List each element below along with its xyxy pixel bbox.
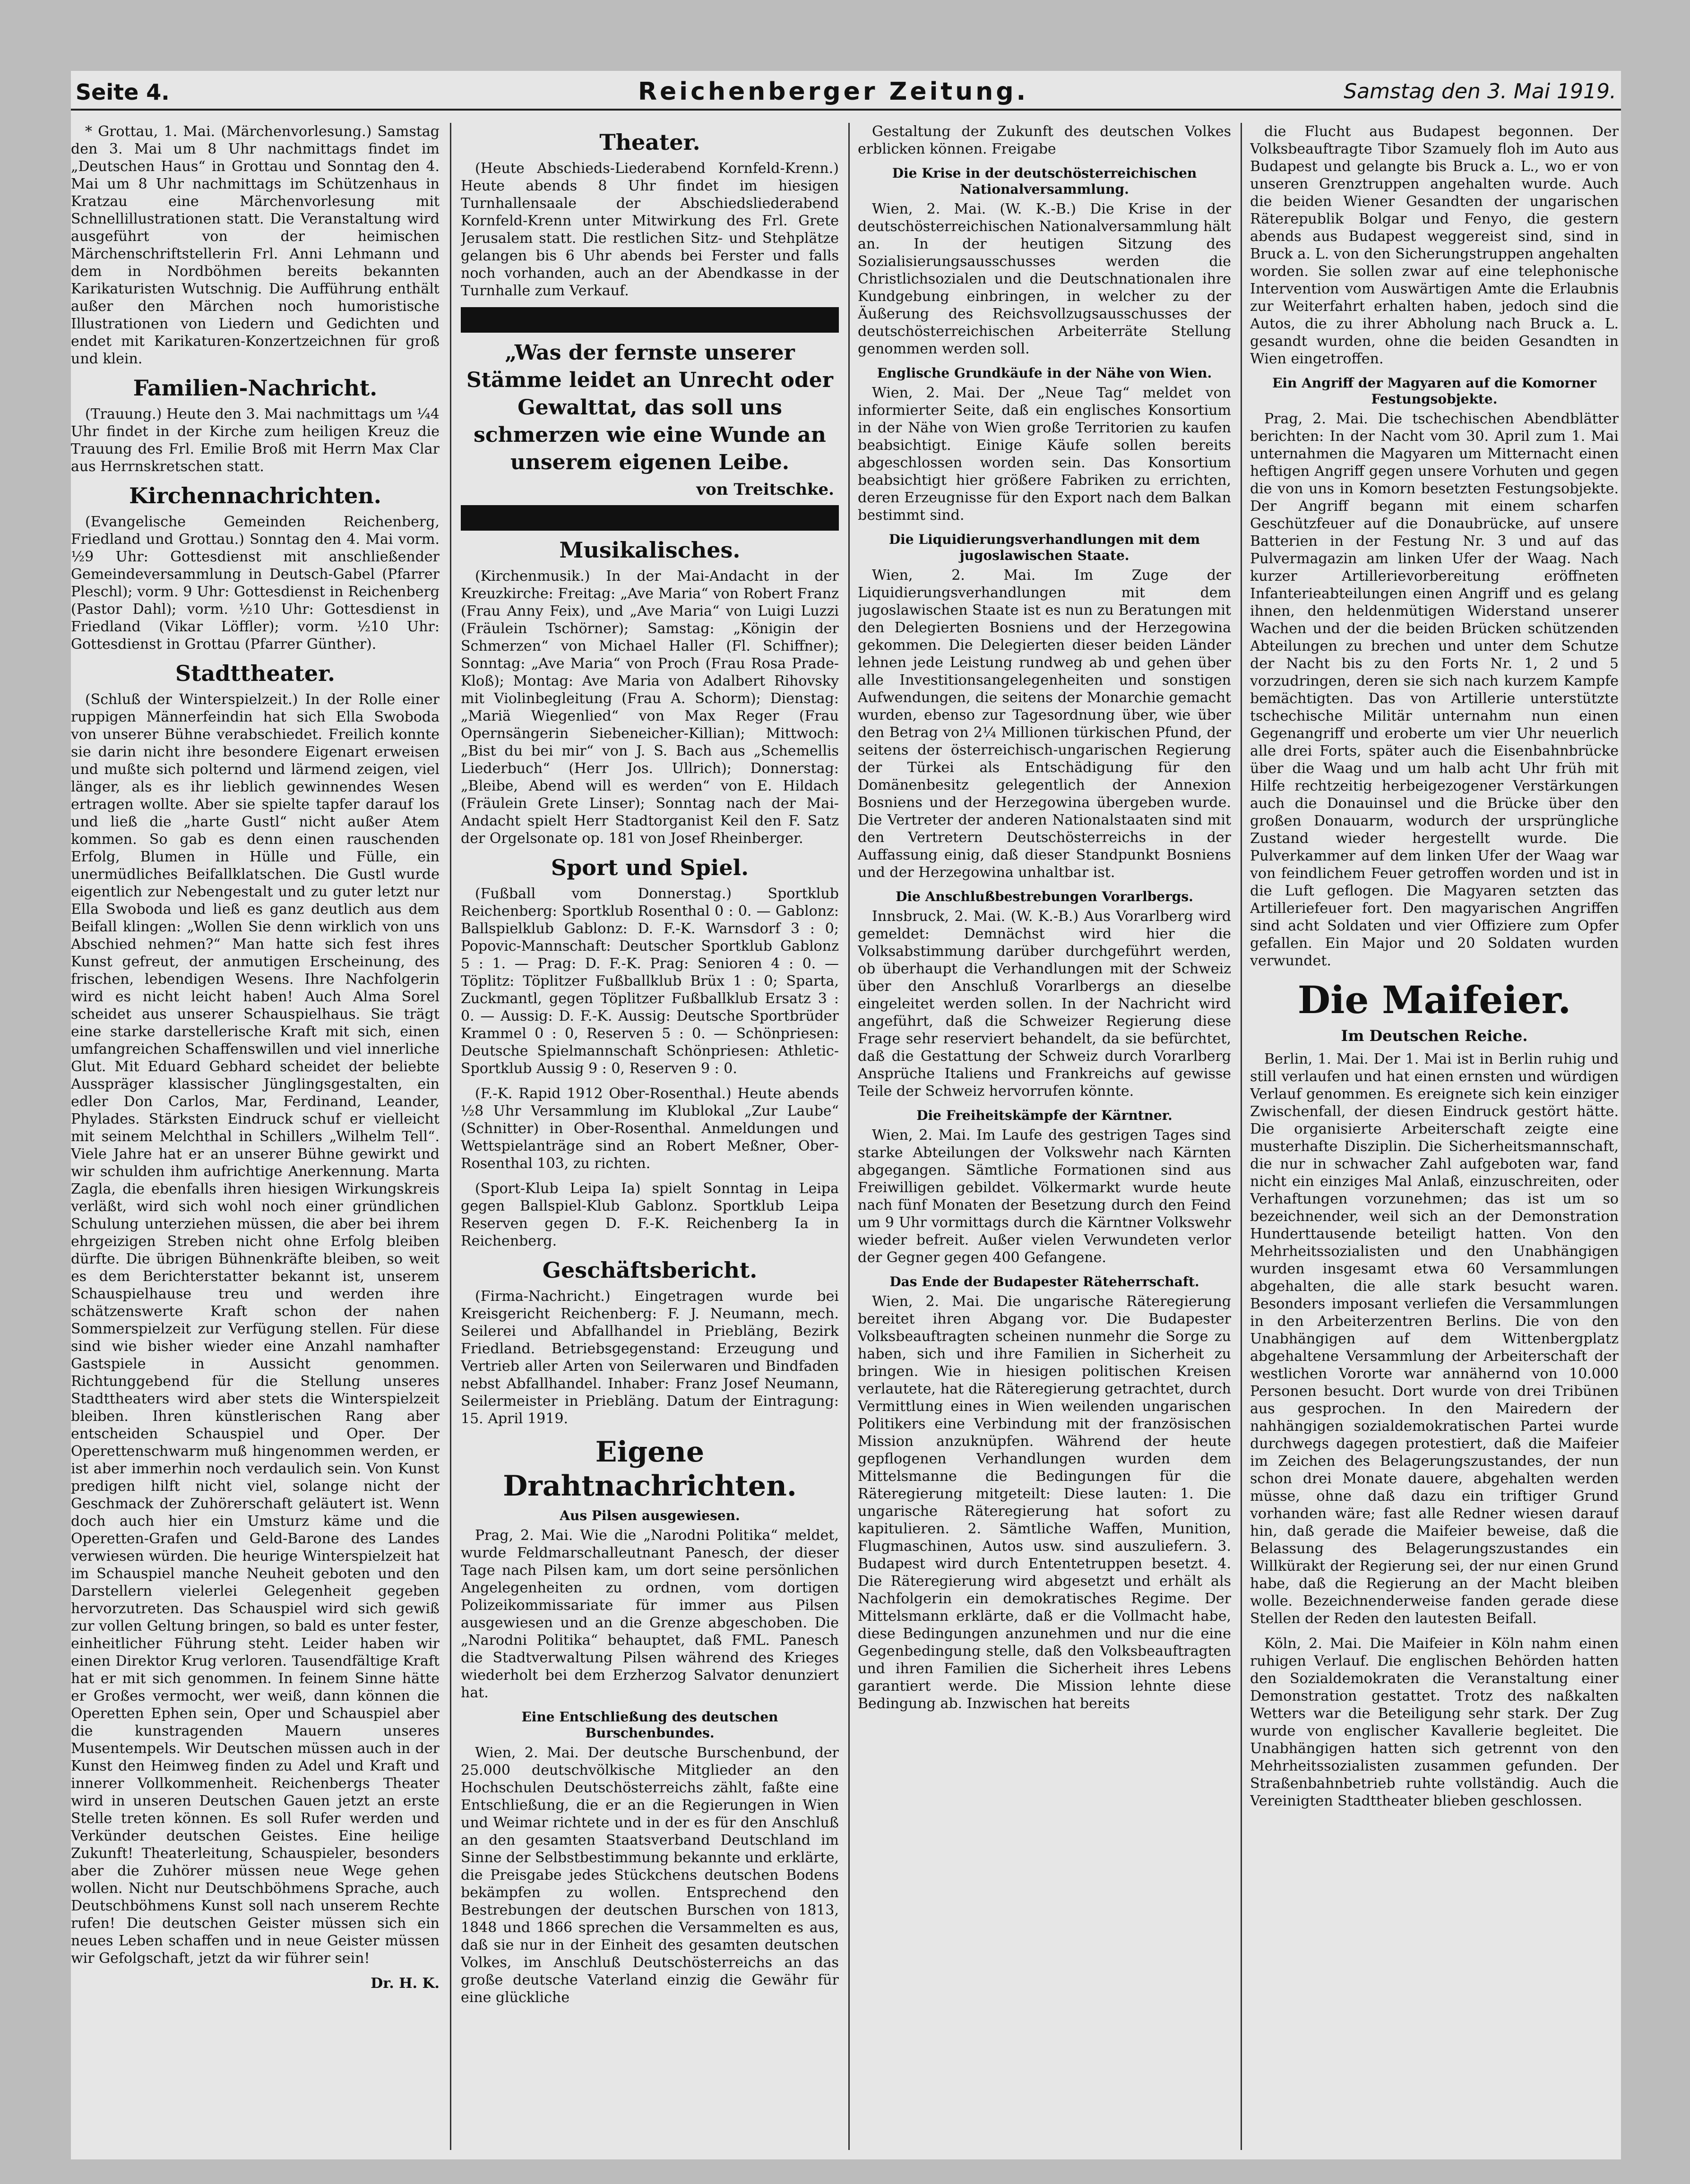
article-berlin: Berlin, 1. Mai. Der 1. Mai ist in Berlin ruhig und still verlaufen und hat einen ernsten und würdigen Verlauf genommen. Es ereignete sich kein einziger Zwischenfall, der diesen Eindruck gestört hätte. Die organisierte Arbeiterschaft zeigte eine musterhafte Disziplin. Die Sicherheitsmannschaft, die nur in schwacher Zahl aufgeboten war, fand nicht ein einziges Mal Anlaß, einzuschreiten, oder Verhaftungen vorzunehmen; das ist um so bezeichnender, weil sich an der Demonstration Hunderttausende beteiligt hatten. Von den Mehrheitssozialisten und den Unabhängigen wurden insgesamt etwa 60 Versammlungen abgehalten, die alle stark besucht waren. Besonders imposant verliefen die Versammlungen in den Arbeiterzentren Berlins. Die von den Unabhängigen auf dem Wittenbergplatz abgehaltene Versammlung der Arbeiterschaft der westlichen Vororte war annähernd von 10.000 Personen besucht. Dort wurde von drei Tribünen aus gesprochen. In den Mairedern der nahhängigen sozialdemokratischen Partei wurde durchwegs dagegen protestiert, daß die Maifeier im Zeichen des Belagerungszustandes, der nun schon drei Monate dauere, abgehalten werden müsse, ohne daß dazu ein triftiger Grund vorhanden wäre; fast alle Redner wiesen darauf hin, daß gerade die Maifeier beweise, daß die Belassung des Belagerungszustandes ein Willkürakt der Regierung sei, der nur einen Grund habe, daß die Regierung an der Macht bleiben wolle. Bezeichnenderweise fanden gerade diese Stellen der Reden den lautesten Beifall. bbox=[1250, 1051, 1619, 1627]
black-bar-bottom bbox=[461, 505, 839, 531]
heading-maifeier: Die Maifeier. bbox=[1297, 978, 1571, 1022]
article-pilsen: Prag, 2. Mai. Wie die „Narodni Politika“ meldet, wurde Feldmarschalleutnant Panesch, der dieser Tage nach Pilsen kam, um dort seine persönlichen Angelegenheiten zu ordnen, vom dortigen Polizeikommissariate für immer aus Pilsen ausgewiesen und an die Grenze abgeschoben. Die „Narodni Politika“ behauptet, daß FML. Panesch die Stadtverwaltung Pilsen während des Krieges wiederholt bei dem Erzherzog Salvator denunziert hat. bbox=[461, 1527, 839, 1701]
issue-date: Samstag den 3. Mai 1919. bbox=[1344, 79, 1616, 103]
article-firma: (Firma-Nachricht.) Eingetragen wurde bei Kreisgericht Reichenberg: F. J. Neumann, mech. Seilerei und Abfallhandel in Priebläng, Bezirk Friedland. Betriebsgegenstand: Erzeugung und Vertrieb aller Arten von Seilerwaren und Bindfaden nebst Abfallhandel. Inhaber: Franz Josef Neumann, Seilermeister in Priebläng. Datum der Eintragung: 15. April 1919. bbox=[461, 1288, 839, 1427]
subheading-grundkaeufe: Englische Grundkäufe in der Nähe von Wien. bbox=[877, 365, 1212, 381]
article-komorn: Prag, 2. Mai. Die tschechischen Abendblätter berichten: In der Nacht vom 30. April zum 1. Mai unternahmen die Magyaren um Mitternacht einen heftigen Angriff gegen unsere Vorhuten und gegen die von uns in Komorn besetzten Festungsobjekte. Der Angriff begann mit einem scharfen Geschützfeuer auf die Donaubrücke, auf unsere Batterien in der Festung Nr. 3 und auf das Pulvermagazin am linken Ufer der Waag. Nach kurzer Artillerievorbereitung eröffneten Infanterieabteilungen einen Angriff und es gelang ihnen, den heldenmütigen Widerstand unserer Wachen und der die beiden Brücken schützenden Abteilungen zu brechen und unter dem Schutze der Nacht bis zu den Forts Nr. 1, 2 und 5 vorzudringen, deren sie sich nach kurzem Kampfe bemächtigten. Das von Artillerie unterstützte tschechische Militär unternahm nun einen Gegenangriff und eroberte um vier Uhr neuerlich alle drei Forts, später auch die Eisenbahnbrücke über die Waag und um halb acht Uhr früh mit Hilfe rechtzeitig herbeigezogener Verstärkungen auch die Donauinsel und die Brücke über den großen Donauarm, wodurch der ursprüngliche Zustand wieder hergestellt wurde. Die Pulverkammer auf dem linken Ufer der Waag war von feindlichem Feuer getroffen worden und ist in die Luft geflogen. Die Magyaren setzten das Artilleriefeuer fort. Den magyarischen Angriffen sind acht Soldaten und vier Offiziere zum Opfer gefallen. Ein Major und 20 Soldaten wurden verwundet. bbox=[1250, 411, 1619, 969]
heading-familien-nachricht: Familien-Nachricht. bbox=[133, 375, 378, 401]
column-4 bbox=[1250, 123, 1619, 2150]
article-budapest: Wien, 2. Mai. Die ungarische Räteregierung bereitet ihren Abgang vor. Die Budapester Volksbeauftragten scheinen nunmehr die Sorge zu haben, sich und ihre Familien in Sicherheit zu bringen. Wie in hiesigen politischen Kreisen verlautete, hat die Räteregierung getrachtet, durch Vermittlung eines in Wien weilenden ungarischen Politikers eine Verbindung mit der französischen Mission anzuknüpfen. Während der heute gepflogenen Verhandlungen wurden dem Mittelsmanne die Bedingungen für die Räteregierung mitgeteilt: Diese lauten: 1. Die ungarische Räteregierung hat sofort zu kapitulieren. 2. Sämtliche Waffen, Munition, Flugmaschinen, Autos usw. sind auszuliefern. 3. Budapest wird durch Ententetruppen besetzt. 4. Die Räteregierung wird abgesetzt und erhält als Nachfolgerin ein demokratisches Regime. Der Mittelsmann erklärte, daß er die Vollmacht habe, diese Bedingungen anzunehmen und nur die eine Gegenbedingung stelle, daß den Volksbeauftragten und ihren Familien die Sicherheit ihres Lebens garantiert werde. Die Mission lehnte diese Bedingung ab. Inzwischen hat bereits bbox=[858, 1293, 1231, 1712]
quote-author: von Treitschke. bbox=[696, 480, 834, 499]
heading-drahtnachrichten: Eigene Drahtnachrichten. bbox=[503, 1436, 797, 1503]
heading-kirchennachrichten: Kirchennachrichten. bbox=[129, 483, 381, 508]
heading-musikalisches: Musikalisches. bbox=[559, 537, 741, 563]
subheading-pilsen: Aus Pilsen ausgewiesen. bbox=[560, 1508, 740, 1523]
article-signature: Dr. H. K. bbox=[371, 1975, 440, 1992]
column-2 bbox=[461, 123, 839, 2150]
article-stadttheater: (Schluß der Winterspielzeit.) In der Rolle einer ruppigen Männerfeindin hat sich Ella Swoboda von unserer Bühne verabschiedet. Freilich konnte sie darin nicht ihre besondere Eigenart erweisen und mußte sich polternd und lärmend zeigen, viel länger, als es ihr lieblich gewinnendes Wesen ertragen wollte. Aber sie spielte tapfer darauf los und ließ die „harte Gustl“ nicht außer Atem kommen. So gab es denn einen rauschenden Erfolg, Blumen in Hülle und Fülle, ein unermüdliches Beifallklatschen. Die Gustl wurde eigentlich zur Nebengestalt und zu guter letzt nur Ella Swoboda und ließ es ganz deutlich aus dem Beifall klingen: „Wollen Sie denn wirklich von uns Abschied nehmen?“ Man hatte sich fest ihres Kunst gefreut, der anmutigen Erscheinung, des frischen, lebendigen Wesens. Ihre Nachfolgerin wird es nicht leicht haben! Auch Alma Sorel scheidet aus unserer Schauspielhaus. Sie trägt eine starke darstellerische Kraft mit sich, einen umfangreichen Schaffenswillen und viel innerliche Glut. Mit Eduard Gebhard scheidet der beliebte Ausspräger klassischer Jünglingsgestalten, ein edler Don Carlos, Mar, Ferdinand, Leander, Phylades. Stärksten Eindruck schuf er vielleicht mit seinem Melchthal in Schillers „Wilhelm Tell“. Viele Jahre hat er an unserer Bühne gewirkt und wir schulden ihm aufrichtige Anerkennung. Marta Zagla, die ebenfalls ihren hiesigen Wirkungskreis verläßt, wird sich wohl noch einer gründlichen Schulung unterziehen müssen, die aber bei ihrem ehrgeizigen Streben nicht ohne Erfolg bleiben dürfte. Die übrigen Bühnenkräfte bleiben, so weit es dem Berichterstatter bekannt ist, unserem Schauspielhause treu und werden ihre schätzenswerte Kraft schon der nahen Sommerspielzeit zur Verfügung stellen. Für diese sind wie bisher wieder eine Anzahl namhafter Gastspiele in Aussicht genommen. Richtunggebend für die Stellung unseres Stadttheaters wird aber stets die Winterspielzeit bleiben. Ihren künstlerischen Rang aber entscheiden Schauspiel und Oper. Der Operettenschwarm muß hingenommen werden, er ist aber immerhin noch verdaulich sein. Von Kunst predigen hilft nicht viel, solange nicht der Geschmack der Zuhörerschaft geläutert ist. Wenn doch auch hier ein Umsturz käme und die Operetten-Grafen und Geld-Barone des Landes verwiesen würden. Die heurige Winterspielzeit hat im Schauspiel manche Neuheit geboten und den Darstellern vielerlei Gelegenheit gegeben hervorzutreten. Das Schauspiel wird sich gewiß zur vollen Geltung bringen, so bald es unter fester, einheitlicher Führung steht. Leider haben wir einen Direktor Krug verloren. Tausendfältige Kraft hat er mit sich genommen. In feinem Sinne hätte er Großes vermocht, wer weiß, dann können die Operetten Ephen sein, Oper und Schauspiel aber die kunstragenden Mauern unseres Musentempels. Wir Deutschen müssen auch in der Kunst den Heimweg finden zu Adel und Kraft und innerer Vollkommenheit. Reichenbergs Theater wird in unseren Deutschen Gauen jetzt an erste Stelle treten können. Es soll Rufer werden und Verkünder deutschen Geistes. Eine heilige Zukunft! Theaterleitung, Schauspieler, besonders aber die Zuhörer müssen neue Wege gehen wollen. Nicht nur Deutschböhmens Sprache, auch Deutschböhmens Kunst soll nach unserem Rechte rufen! Die deutschen Geister müssen sich ein neues Leben schaffen und in neue Geister müssen wir Gefolgschaft, jetzt da wir führer sein! bbox=[71, 691, 440, 1967]
article-leipa: (Sport-Klub Leipa Ia) spielt Sonntag in Leipa gegen Ballspiel-Klub Gablonz. Sportklub Leipa Reserven gegen D. F.-K. Reichenberg Ia in Reichenberg. bbox=[461, 1180, 839, 1249]
black-bar-top bbox=[461, 307, 839, 333]
article-continuation: Gestaltung der Zukunft des deutschen Volkes erblicken können. Freigabe bbox=[858, 123, 1231, 157]
article-rapid: (F.-K. Rapid 1912 Ober-Rosenthal.) Heute abends ½8 Uhr Versammlung im Klublokal „Zur Laube“ (Schnitter) in Ober-Rosenthal. Anmeldungen und Wettspielanträge sind an Robert Meßner, Ober-Rosenthal 103, zu richten. bbox=[461, 1085, 839, 1172]
column-1 bbox=[71, 123, 440, 2150]
subheading-deutsches-reich: Im Deutschen Reiche. bbox=[1341, 1027, 1528, 1045]
subheading-komorn: Ein Angriff der Magyaren auf die Komorner Festungsobjekte. bbox=[1272, 375, 1596, 407]
article-kirchen: (Evangelische Gemeinden Reichenberg, Friedland und Grottau.) Sonntag den 4. Mai vorm. ½9 Uhr: Gottesdienst mit anschließender Gemeindeversammlung in Deutsch-Gabel (Pfarrer Pleschl); vorm. 9 Uhr: Gottesdienst in Reichenberg (Pastor Dahl); vorm. ½10 Uhr: Gottesdienst in Friedland (Vikar Löffler); vorm. ½10 Uhr: Gottesdienst in Grottau (Pfarrer Günther). bbox=[71, 514, 440, 653]
treitschke-quote: „Was der fernste unserer Stämme leidet an Unrecht oder Gewalttat, das soll uns schmerzen wie eine Wunde an unserem eigenen Leibe. bbox=[466, 341, 833, 474]
subheading-vorarlberg: Die Anschlußbestrebungen Vorarlbergs. bbox=[896, 889, 1193, 904]
heading-sport-und-spiel: Sport und Spiel. bbox=[551, 855, 749, 880]
heading-theater: Theater. bbox=[599, 129, 700, 155]
article-grundkaeufe: Wien, 2. Mai. Der „Neue Tag“ meldet von informierter Seite, daß ein englisches Konsortium in der Nähe von Wien große Territorien zu kaufen beabsichtigt. Einige Käufe sollen bereits abgeschlossen worden sein. Das Konsortium beabsichtigt hier größere Fabriken zu errichten, deren Erzeugnisse für den Export nach dem Balkan bestimmt sind. bbox=[858, 385, 1231, 524]
column-rule bbox=[450, 123, 451, 2150]
article-trauung: (Trauung.) Heute den 3. Mai nachmittags um ¼4 Uhr findet in der Kirche zum heiligen Kreuz die Trauung des Frl. Emilie Broß mit Herrn Max Clar aus Herrnskretschen statt. bbox=[71, 406, 440, 475]
article-burschenbund: Wien, 2. Mai. Der deutsche Burschenbund, der 25.000 deutschvölkische Mitglieder an den Hochschulen Deutschösterreichs zählt, faßte eine Entschließung, die er an die Regierungen in Wien und Weimar richtete und in der es für den Anschluß an den gesamten Staatsverband Deutschland im Sinne der Selbstbestimmung bekannte und erklärte, die Preisgabe jedes Stückchens deutschen Bodens bekämpfen zu wollen. Entsprechend den Bestrebungen der deutschen Burschen von 1813, 1848 und 1866 sprechen die Versammelten es aus, daß sie nur in der Einheit des gesamten deutschen Volkes, im Anschluß Deutschösterreichs an das große deutsche Vaterland einzig die Gewähr für eine glückliche bbox=[461, 1745, 839, 2006]
column-rule bbox=[848, 123, 850, 2150]
article-liquidierung: Wien, 2. Mai. Im Zuge der Liquidierungsverhandlungen mit dem jugoslawischen Staate ist es nun zu Beratungen mit den Delegierten Bosniens und der Herzegowina gekommen. Die Delegierten dieser beiden Länder lehnen jede Leistung rundweg ab und gehen über alle Investitionsangelegenheiten und sonstigen Aufwendungen, die seitens der Monarchie gemacht wurden, ebenso zur Tagesordnung über, wie über den Betrag von 2¼ Millionen türkischen Pfund, der seitens der österreichisch-ungarischen Regierung der Türkei als Entschädigung für den Domänenbesitz gelegentlich der Annexion Bosniens und der Herzegowina übergeben wurde. Die Vertreter der anderen Nationalstaaten sind mit den Vertretern Deutschösterreichs in der Auffassung einig, daß dieser Standpunkt Bosniens und der Herzegowina unhaltbar ist. bbox=[858, 567, 1231, 881]
page-number: Seite 4. bbox=[76, 79, 170, 105]
article-maerchenvorlesung: * Grottau, 1. Mai. (Märchenvorlesung.) Samstag den 3. Mai um 8 Uhr nachmittags findet im „Deutschen Haus“ in Grottau und Sonntag den 4. Mai um 8 Uhr nachmittags im Schützenhaus in Kratzau eine Märchenvorlesung mit Schnellillustrationen statt. Die Veranstaltung wird ausgeführt von der heimischen Märchenschriftstellerin Frl. Anni Lehmann und dem in Nordböhmen bereits bekannten Karikaturisten Wutschnig. Die Aufführung enthält außer den Märchen noch humoristische Illustrationen von Liedern und Gedichten und endet mit Karikaturen-Konzertzeichnen für groß und klein. bbox=[71, 123, 440, 367]
newspaper-page bbox=[71, 71, 1621, 2159]
article-vorarlberg: Innsbruck, 2. Mai. (W. K.-B.) Aus Vorarlberg wird gemeldet: Demnächst wird hier die Volksabstimmung darüber durchgeführt werden, ob überhaupt die Verhandlungen mit der Schweiz über den Anschluß Vorarlbergs an dieselbe eingeleitet werden sollen. In der Nachricht wird angeführt, daß die Schweizer Regierung diese Frage sehr reserviert behandelt, da sie befürchtet, daß die Gestattung der Schweiz durch Vorarlberg Ansprüche Italiens und Frankreichs auf gewisse Teile der Schweiz hervorrufen könnte. bbox=[858, 908, 1231, 1100]
heading-geschaeftsbericht: Geschäftsbericht. bbox=[542, 1257, 758, 1283]
article-continuation: die Flucht aus Budapest begonnen. Der Volksbeauftragte Tibor Szamuely floh im Auto aus Budapest und gelangte bis Bruck a. L., wo er von unseren Grenztruppen angehalten wurde. Auch die beiden Wiener Gesandten der ungarischen Räterepublik Bolgar und Fenyo, die gestern abends aus Budapest weggereist sind, sind in Bruck a. L. von den Sicherungstruppen angehalten worden. Sie sollen zwar auf eine telephonische Intervention vom Auswärtigen Amte die Erlaubnis zur Weiterfahrt erhalten haben, jedoch sind die Autos, die zu ihrer Abholung nach Bruck a. L. gesandt wurden, ohne die beiden Gesandten in Wien eingetroffen. bbox=[1250, 123, 1619, 367]
article-theater: (Heute Abschieds-Liederabend Kornfeld-Krenn.) Heute abends 8 Uhr findet im hiesigen Turnhallensaale der Abschiedsliederabend Kornfeld-Krenn unter Mitwirkung des Frl. Grete Jerusalem statt. Die restlichen Sitz- und Stehplätze gelangen bis 6 Uhr abends bei Ferster und falls noch vorhanden, auch an der Abendkasse in der Turnhalle zum Verkauf. bbox=[461, 160, 839, 299]
article-fussball: (Fußball vom Donnerstag.) Sportklub Reichenberg: Sportklub Rosenthal 0 : 0. — Gablonz: Ballspielklub Gablonz: D. F.-K. Warnsdorf 3 : 0; Popovic-Mannschaft: Deutscher Sportklub Gablonz 5 : 1. — Prag: D. F.-K. Prag: Senioren 4 : 0. — Töplitz: Töplitzer Fußballklub Brüx 1 : 0; Sparta, Zuckmantl, gegen Töplitzer Fußballklub Ersatz 3 : 0. — Aussig: D. F.-K. Aussig: Deutsche Sportbrüder Krammel 0 : 0, Reserven 5 : 0. — Schönpriesen: Deutsche Spielmannschaft Schönpriesen: Athletic-Sportklub Aussig 9 : 0, Reserven 9 : 0. bbox=[461, 886, 839, 1077]
article-kaernten: Wien, 2. Mai. Im Laufe des gestrigen Tages sind starke Abteilungen der Volkswehr nach Kärnten abgegangen. Sämtliche Formationen sind aus Freiwilligen gebildet. Völkermarkt wurde heute nach fünf Monaten der Besetzung durch den Feind um 9 Uhr vormittags durch die Kärntner Volkswehr wieder befreit. Außer vielen Verwundeten verlor der Gegner gegen 400 Gefangene. bbox=[858, 1127, 1231, 1266]
subheading-budapest: Das Ende der Budapester Räteherrschaft. bbox=[889, 1274, 1199, 1290]
subheading-liquidierung: Die Liquidierungsverhandlungen mit dem jugoslawischen Staate. bbox=[888, 532, 1200, 563]
column-rule bbox=[1241, 123, 1242, 2150]
subheading-kaernten: Die Freiheitskämpfe der Kärntner. bbox=[916, 1108, 1173, 1123]
newspaper-title: Reichenberger Zeitung. bbox=[638, 77, 1029, 106]
subheading-burschenbund: Eine Entschließung des deutschen Burschenbundes. bbox=[521, 1709, 778, 1741]
subheading-krise: Die Krise in der deutschösterreichischen Nationalversammlung. bbox=[892, 165, 1197, 197]
column-3 bbox=[858, 123, 1231, 2150]
heading-stadttheater: Stadttheater. bbox=[175, 661, 335, 686]
article-krise: Wien, 2. Mai. (W. K.-B.) Die Krise in der deutschösterreichischen Nationalversammlung hält an. In der heutigen Sitzung des Sozialisierungsausschusses werden die Christlichsozialen und die Deutschnationalen ihre Kundgebung einbringen, in welcher zu der Äußerung des Reichsvollzugsausschusses der deutschösterreichischen Arbeiterräte Stellung genommen werden soll. bbox=[858, 201, 1231, 357]
masthead bbox=[71, 71, 1621, 111]
article-koeln: Köln, 2. Mai. Die Maifeier in Köln nahm einen ruhigen Verlauf. Die englischen Behörden hatten den Sozialdemokraten die Veranstaltung einer Demonstration gestattet. Trotz des naßkalten Wetters war die Beteiligung sehr stark. Der Zug wurde von englischer Kavallerie begleitet. Die Unabhängigen hatten sich getrennt von den Mehrheitssozialisten zusammen gefunden. Der Straßenbahnbetrieb ruhte vollständig. Auch die Vereinigten Stadttheater blieben geschlossen. bbox=[1250, 1635, 1619, 1809]
article-kirchenmusik: (Kirchenmusik.) In der Mai-Andacht in der Kreuzkirche: Freitag: „Ave Maria“ von Robert Franz (Frau Anny Feix), und „Ave Maria“ von Luigi Luzzi (Fräulein Tschörner); Samstag: „Königin der Schmerzen“ von Michael Haller (Fl. Schiffner); Sonntag: „Ave Maria“ von Proch (Frau Rosa Prade-Kloß); Montag: Ave Maria von Adalbert Rihovsky mit Violinbegleitung (Frau A. Schorm); Dienstag: „Mariä Wiegenlied“ von Max Reger (Frau Opernsängerin Siebeneicher-Killian); Mittwoch: „Bist du bei mir“ von J. S. Bach aus „Schemellis Liederbuch“ (Herr Jos. Ullrich); Donnerstag: „Bleibe, Abend will es werden“ von E. Hildach (Fräulein Grete Linser); Sonntag nach der Mai-Andacht spielt Herr Stadtorganist Keil den F. Satz der Orgelsonate op. 181 von Josef Rheinberger. bbox=[461, 568, 839, 847]
